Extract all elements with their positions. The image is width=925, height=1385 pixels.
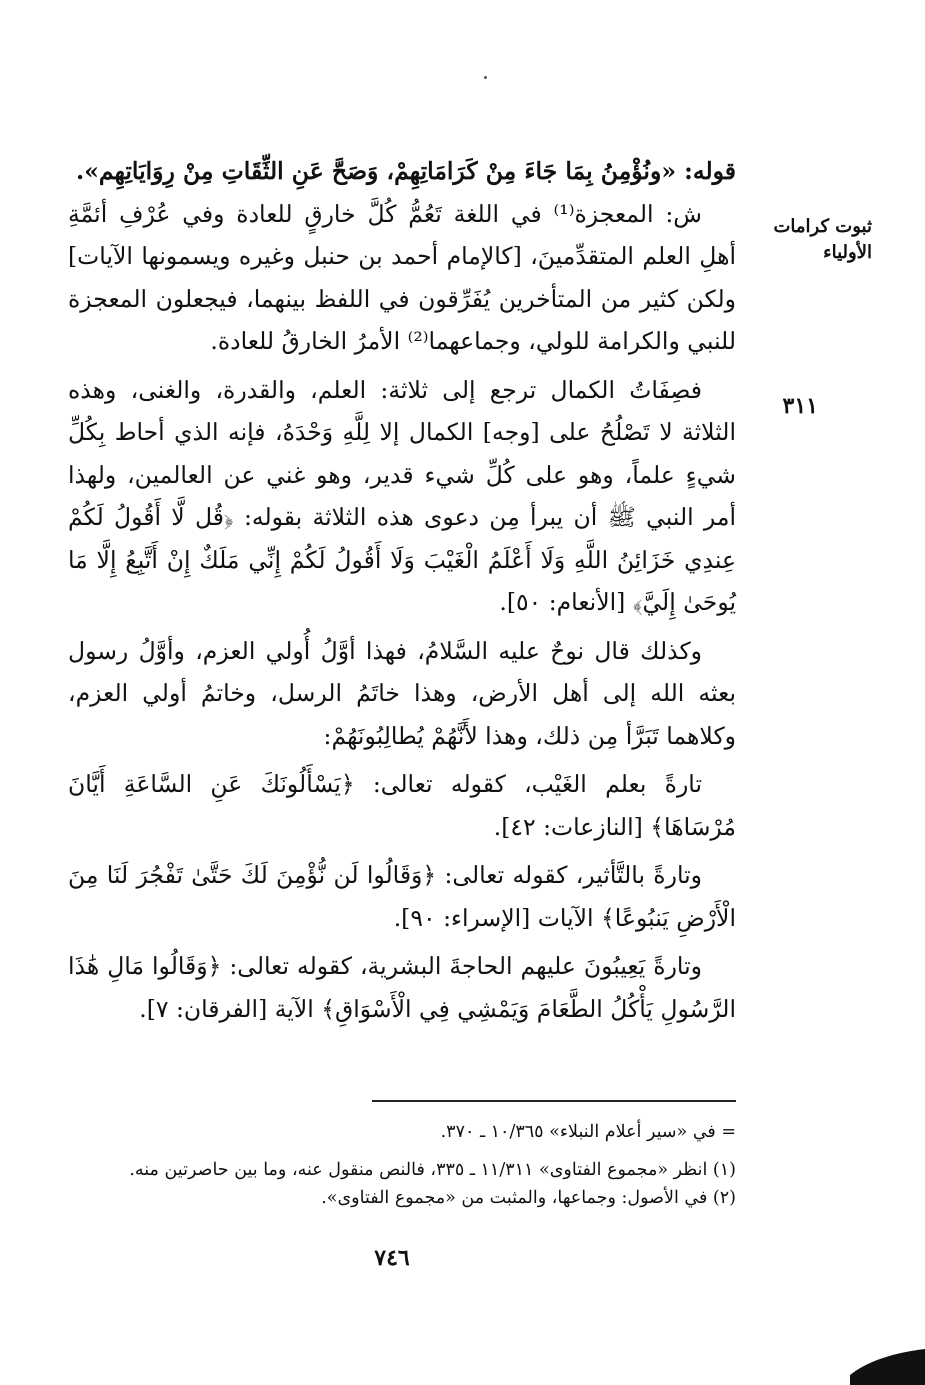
footnote-spacer xyxy=(68,1146,736,1156)
main-text xyxy=(68,150,736,1030)
page-number: ٧٤٦ xyxy=(374,1245,410,1271)
text-heading: قوله: «ونُؤْمِنُ بِمَا جَاءَ مِنْ كَرَامَاتِهِمْ، وَصَحَّ عَنِ الثِّقَاتِ مِنْ رِوَايَاتِهِم». xyxy=(76,157,736,185)
footnote-1: (١) انظر «مجموع الفتاوى» ١١/٣١١ ـ ٣٣٥، فالنص منقول عنه، وما بين حاصرتين منه. xyxy=(129,1160,736,1180)
print-speck xyxy=(484,76,487,79)
paragraph-human-need: وتارةً يَعِيبُونَ عليهم الحاجةَ البشرية، كقوله تعالى: ﴿وَقَالُوا مَالِ هَٰذَا الرَّسُولِ يَأْكُلُ الطَّعَامَ وَيَمْشِي فِي الْأَسْوَاقِ﴾ الآية [الفرقان: ٧]. xyxy=(68,952,736,1023)
paragraph-noah: وكذلك قال نوحٌ عليه السَّلامُ، فهذا أوَّلُ أُولي العزم، وأوَّلُ رسول بعثه الله إلى أهل الأرض، وهذا خاتَمُ الرسل، وخاتمُ أولي العزم، وكلاهما تَبَرَّأ مِن ذلك، وهذا لأَنَّهُمْ يُطالِبُونَهُمْ: xyxy=(68,636,736,750)
paragraph-influence: وتارةً بالتَّأثير، كقوله تعالى: ﴿وَقَالُوا لَن نُّؤْمِنَ لَكَ حَتَّىٰ تَفْجُرَ لَنَا مِنَ الْأَرْضِ يَنبُوعًا﴾ الآيات [الإسراء: ٩٠]. xyxy=(68,861,736,932)
page-edge-shadow xyxy=(850,1345,925,1385)
footnote-2: (٢) في الأصول: وجماعها، والمثبت من «مجموع الفتاوى». xyxy=(321,1188,736,1208)
footnote-divider xyxy=(372,1100,736,1102)
footnote-continuation: = في «سير أعلام النبلاء» ١٠/٣٦٥ ـ ٣٧٠. xyxy=(440,1122,736,1142)
paragraph-unseen: تارةً بعلم الغَيْب، كقوله تعالى: ﴿يَسْأَلُونَكَ عَنِ السَّاعَةِ أَيَّانَ مُرْسَاهَا﴾ [النازعات: ٤٢]. xyxy=(68,770,736,841)
paragraph-definition: ش: المعجزة⁽¹⁾ في اللغة تَعُمُّ كُلَّ خارقٍ للعادة وفي عُرْفِ أئمَّةِ أهلِ العلم المتقدِّمينَ، [كالإمام أحمد بن حنبل وغيره ويسمونها الآيات] ولكن كثير من المتأخرين يُفَرِّقون في اللفظ بينهما، فيجعلون المعجزة للنبي والكرامة للولي، وجماعهما⁽²⁾ الأمرُ الخارقُ للعادة. xyxy=(68,199,736,355)
margin-note-topic: ثبوت كرامات الأولياء xyxy=(773,216,872,263)
footnotes xyxy=(68,1118,736,1212)
margin-note-number: ٣١١ xyxy=(782,393,818,419)
paragraph-perfection: فصِفَاتُ الكمال ترجع إلى ثلاثة: العلم، والقدرة، والغنى، وهذه الثلاثة لا تَصْلُحُ على [وجه] الكمال إلا لِلَّهِ وَحْدَهُ، فإنه الذي أحاط بِكُلِّ شيءٍ علماً، وهو على كُلِّ شيء قدير، وهو غني عن العالمين، ولهذا أمر النبي ﷺ أن يبرأ مِن دعوى هذه الثلاثة بقوله: ﴿قُل لَّا أَقُولُ لَكُمْ عِندِي خَزَائِنُ اللَّهِ وَلَا أَعْلَمُ الْغَيْبَ وَلَا أَقُولُ لَكُمْ إِنِّي مَلَكٌ إِنْ أَتَّبِعُ إِلَّا مَا يُوحَىٰ إِلَيَّ﴾ [الأنعام: ٥٠]. xyxy=(68,375,736,616)
